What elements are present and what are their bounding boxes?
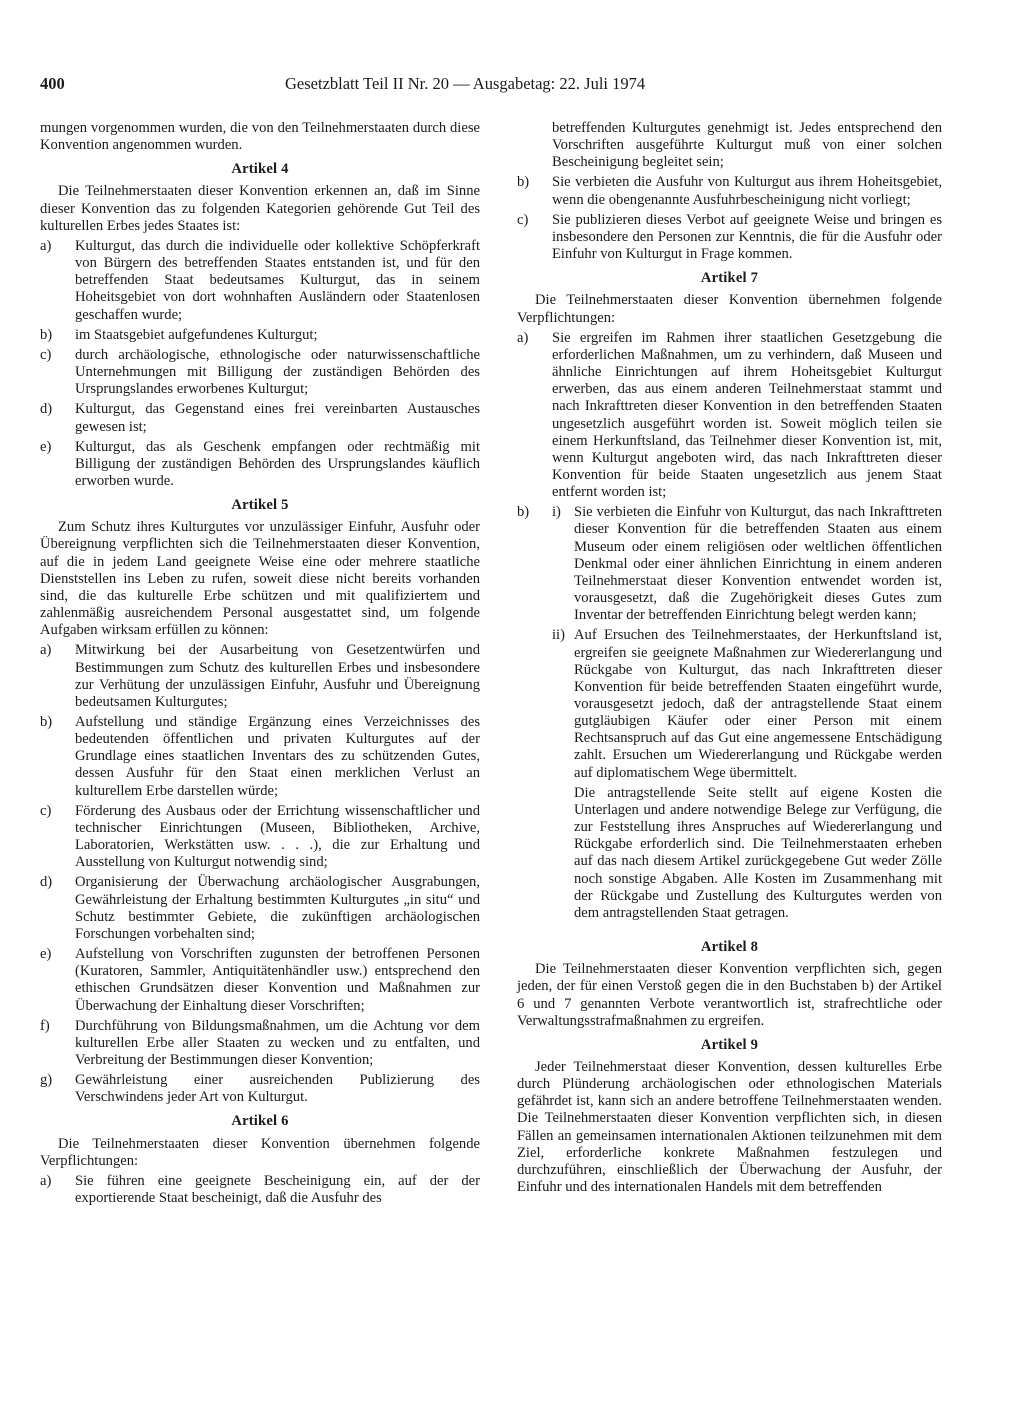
list-item [40,401,480,435]
item-label: e) [40,946,52,963]
sub-item-label: i) [552,504,561,521]
item-text: Aufstellung und ständige Ergänzung eines Verzeichnisses des bedeutenden öffentlichen und privaten Kulturgutes auf der Grundlage eines staatlichen Inventars des zu schützenden Gutes, dessen Ausfuhr für den Staat einen merklichen Verlust an kulturellem Erbe darstellen würde; [75,714,480,799]
item-text: Sie führen eine geeignete Bescheinigung ein, auf der der exportierende Staat bescheinigt, daß die Ausfuhr des [75,1172,480,1207]
article-9-heading: Artikel 9 [700,1036,759,1053]
article-6-list [40,1173,480,1207]
article-5-lead: Zum Schutz ihres Kulturgutes vor unzulässiger Einfuhr, Ausfuhr oder Übereignung verpflichten sich die Teilnehmerstaaten dieser Konvention, auf die in jedem Land geeignete Weise eine oder mehrere staatliche Dienststellen ins Leben zu rufen, soweit diese nicht bereits vorhanden sind, die das kulturelle Erbe schützen und mit qualifiziertem und zahlenmäßig ausreichendem Personal ausgestattet sind, um folgende Aufgaben wirksam erfüllen zu können: [40,519,480,639]
item-label: a) [40,237,52,254]
article-7-lead: Die Teilnehmerstaaten dieser Konvention übernehmen folgende Verpflichtungen: [517,292,942,326]
item-text: Kulturgut, das durch die individuelle oder kollektive Schöpferkraft von Bürgern des betreffenden Staates entstanden ist, und für den betreffenden Staat bedeutsames Kulturgut, das in seinem Hoheitsgebiet von dort wohnhaften Ausländern oder Staatenlosen geschaffen wurde; [75,237,480,323]
item-label: b) [40,326,53,343]
sub-list-item [552,504,942,624]
page-header [40,74,940,98]
list-item [40,1018,480,1069]
list-item [40,874,480,943]
sub-item-text: Sie verbieten die Einfuhr von Kulturgut, das nach Inkrafttreten dieser Konvention für die betreffenden Staaten aus einem Museum oder einem religiösen oder weltlichen öffentlichen Denkmal oder einer ähnlichen Einrichtung in einem anderen Teilnehmerstaat dieser Konvention entwendet worden ist, vorausgesetzt, daß die Zugehörigkeit dieses Gutes zum Inventar der betreffenden Einrichtung belegt werden kann; [574,504,942,624]
item-text: Durchführung von Bildungsmaßnahmen, um die Achtung vor dem kulturellen Erbe aller Staaten zu wecken und zu entfalten, und Verbreitung der Bestimmungen dieser Konvention; [75,1017,480,1068]
article-6-heading: Artikel 6 [231,1113,289,1130]
item-label: a) [40,642,52,659]
list-item [517,504,942,925]
list-item [517,330,942,502]
item-label: b) [517,504,530,521]
article-5-heading: Artikel 5 [231,497,289,514]
article-9-text: Jeder Teilnehmerstaat dieser Konvention, dessen kulturelles Erbe durch Plünderung archäologischen oder ethnologischen Materials gefährdet ist, kann sich an andere betroffene Teilnehmerstaaten wenden. Die Teilnehmerstaaten dieser Konvention verpflichten sich, in diesen Fällen an gemeinsamen internationalen Aktionen teilzunehmen mit dem Ziel, erforderliche konkrete Maßnahmen festzulegen und durchzuführen, einschließlich der Überwachung der Ausfuhr, der Einfuhr und des internationalen Handels mit dem betreffenden [517,1058,942,1196]
list-item [517,174,942,208]
item-label: d) [40,874,53,891]
article-8-text: Die Teilnehmerstaaten dieser Konvention verpflichten sich, gegen jeden, der für einen Verstoß gegen die in den Buchstaben b) der Artikel 6 und 7 genannten Verbote verantwortlich ist, strafrechtliche oder Verwaltungsstrafmaßnahmen zu ergreifen. [517,961,942,1029]
list-item [40,327,480,344]
item-label: b) [40,714,53,730]
article-6-lead: Die Teilnehmerstaaten dieser Konvention übernehmen folgende Verpflichtungen: [40,1135,480,1169]
sub-list [552,504,942,925]
item-text: durch archäologische, ethnologische oder naturwissenschaftliche Unternehmungen mit Billigung der zuständigen Behörden des Ursprungslandes erworbenes Kulturgut; [75,346,480,398]
list-item [40,1072,480,1106]
item-label: c) [40,346,52,363]
item-text: Kulturgut, das als Geschenk empfangen oder rechtmäßig mit Billigung der zuständigen Behörden des Ursprungslandes käuflich erworben wurde. [75,438,480,489]
left-column [40,120,480,1210]
article-6-list-continued [517,174,942,263]
list-item [40,714,480,800]
item-text: Gewährleistung einer ausreichenden Publizierung des Verschwindens jeder Art von Kulturgut. [75,1072,480,1106]
list-item [40,946,480,1015]
item-label: c) [517,211,529,228]
article-8-heading: Artikel 8 [700,939,759,956]
item-text: Organisierung der Überwachung archäologischer Ausgrabungen, Gewährleistung der Erhaltung bestimmten Kulturgutes „in situ“ und Schutz bestimmter Gebiete, die zukünftigen archäologischen Forschungen vorbehalten sind; [75,874,480,942]
list-item [40,439,480,490]
item-label: f) [40,1017,50,1034]
article-7-heading: Artikel 7 [700,270,759,287]
item-label: d) [40,401,53,418]
item-text: Aufstellung von Vorschriften zugunsten der betroffenen Personen (Kuratoren, Sammler, Antiquitätenhändler usw.) entsprechend den ethischen Grundsätzen dieser Konvention und Maßnahmen zur Überwachung der Einhaltung dieser Vorschriften; [75,946,480,1014]
article-4-lead: Die Teilnehmerstaaten dieser Konvention erkennen an, daß im Sinne dieser Konvention das zu folgenden Kategorien gehörende Gut Teil des kulturellen Erbes jedes Staates ist: [40,183,480,234]
list-item [517,212,942,263]
item-label: b) [517,174,530,191]
list-item [40,1173,480,1207]
item-label: a) [517,329,529,346]
article-6-a-continued: betreffenden Kulturgutes genehmigt ist. Jedes entsprechend den Vorschriften ausgeführte Kulturgut muß von einer solchen Bescheinigung begleitet sein; [552,120,942,171]
right-column [517,120,942,1199]
article-4-list [40,238,480,490]
page-number: 400 [40,74,65,93]
sub-list-item [552,627,942,781]
item-text: Kulturgut, das Gegenstand eines frei vereinbarten Austausches gewesen ist; [75,401,480,435]
item-text: Sie ergreifen im Rahmen ihrer staatlichen Gesetzgebung die erforderlichen Maßnahmen, um zu verhindern, daß Museen und ähnliche Einrichtungen auf ihrem Hoheitsgebiet Kulturgut erwerben, das aus einem anderen Teilnehmerstaat stammt und nach Inkrafttreten dieser Konvention in den betreffenden Staaten ungesetzlich ausgeführt worden ist. Soweit möglich teilen sie einem Herkunftsland, das Teilnehmer dieser Konvention ist, mit, wenn Kulturgut angeboten wird, das nach Inkrafttreten dieser Konvention für beide Staaten ungesetzlich aus jenem Staat entfernt worden ist; [552,329,942,501]
item-text: im Staatsgebiet aufgefundenes Kulturgut; [75,326,318,343]
item-label: g) [40,1072,53,1089]
list-item [40,238,480,324]
item-label: e) [40,438,52,455]
sub-item-continued: Die antragstellende Seite stellt auf eigene Kosten die Unterlagen und andere notwendige Belege zur Verfügung, die zur Feststellung ihres Anspruches auf Wiedererlangung und Rückgabe erforderlich sind. Die Teilnehmerstaaten erheben auf das nach diesem Artikel zurückgegebene Gut weder Zölle noch sonstige Abgaben. Alle Kosten im Zusammenhang mit der Rückgabe und Zustellung des Kulturgutes werden von dem antragstellenden Staat getragen. [574,784,942,921]
list-item [40,803,480,872]
item-text: Sie verbieten die Ausfuhr von Kulturgut aus ihrem Hoheitsgebiet, wenn die obengenannte Ausfuhrbescheinigung nicht vorliegt; [552,174,942,208]
item-text: Sie publizieren dieses Verbot auf geeignete Weise und bringen es insbesondere den Personen zur Kenntnis, die für die Ausfuhr oder Einfuhr von Kulturgut in Frage kommen. [552,211,942,263]
article-4-heading: Artikel 4 [231,161,289,178]
running-title: Gesetzblatt Teil II Nr. 20 — Ausgabetag: 22. Juli 1974 [285,74,646,93]
sub-item-text: Auf Ersuchen des Teilnehmerstaates, der Herkunftsland ist, ergreifen sie geeignete Maßnahmen zur Wiedererlangung und Rückgabe von Kulturgut, das nach Inkrafttreten dieser Konvention für beide betreffenden Staaten eingeführt wurde, vorausgesetzt jedoch, daß der antragstellende Staat einem gutgläubigen Käufer oder einer Person mit einem Rechtsanspruch auf das Gut eine angemessene Entschädigung zahlt. Ersuchen um Wiedererlangung und Rückgabe werden auf diplomatischem Wege übermittelt. [574,627,942,781]
intro-paragraph: mungen vorgenommen wurden, die von den Teilnehmerstaaten durch diese Konvention angenommen wurden. [40,120,480,154]
sub-item-label: ii) [552,627,565,644]
list-item [40,642,480,711]
list-item [40,347,480,398]
item-label: c) [40,802,52,819]
article-5-list [40,642,480,1106]
item-text: Förderung des Ausbaus oder der Errichtung wissenschaftlicher und technischer Einrichtungen (Museen, Bibliotheken, Archive, Laboratorien, Werkstätten usw. . . .), die zur Erhaltung und Ausstellung von Kulturgut notwendig sind; [75,802,480,871]
item-label: a) [40,1172,52,1189]
item-text: Mitwirkung bei der Ausarbeitung von Gesetzentwürfen und Bestimmungen zum Schutz des kulturellen Erbes und insbesondere zur Verhütung der unzulässigen Einfuhr, Ausfuhr und Übereignung bedeutsamen Kulturgutes; [75,642,480,710]
